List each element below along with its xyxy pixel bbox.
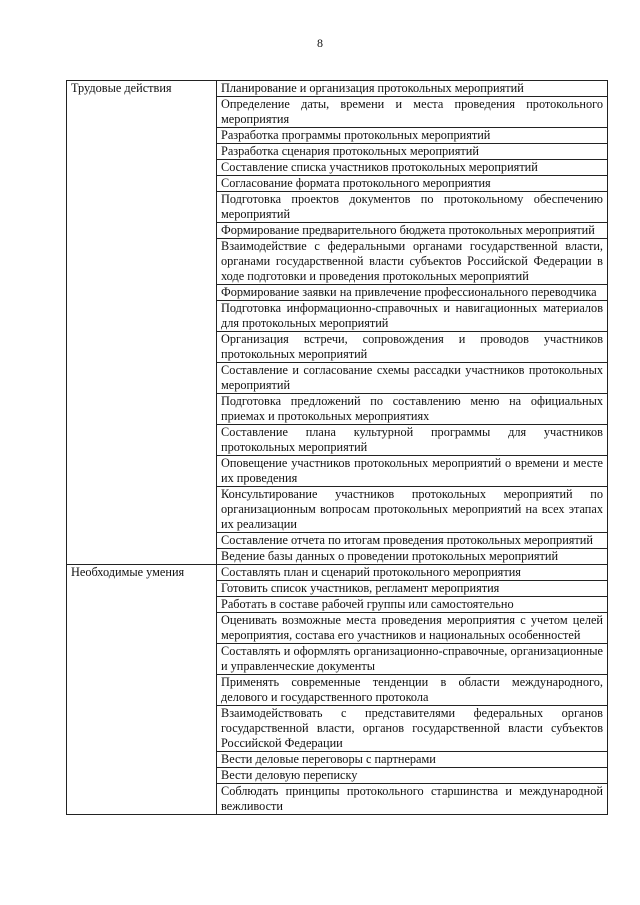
section-item: Взаимодействие с федеральными органами государственной власти, органами государственной власти субъектов Российской Федерации в ходе подготовки и проведения протокольных мероприятий: [217, 239, 608, 285]
section-item: Составлять план и сценарий протокольного мероприятия: [217, 565, 608, 581]
section-item: Составлять и оформлять организационно-справочные, организационные и управленческие документы: [217, 644, 608, 675]
section-item: Подготовка предложений по составлению меню на официальных приемах и протокольных мероприятиях: [217, 394, 608, 425]
table-row: [67, 81, 608, 97]
section-label: Трудовые действия: [67, 81, 217, 565]
section-item: Составление списка участников протокольных мероприятий: [217, 160, 608, 176]
section-item: Формирование заявки на привлечение профессионального переводчика: [217, 285, 608, 301]
section-item: Составление плана культурной программы для участников протокольных мероприятий: [217, 425, 608, 456]
section-item: Взаимодействовать с представителями федеральных органов государственной власти, органов государственной власти субъектов Российской Федерации: [217, 706, 608, 752]
page-number: 8: [317, 36, 323, 50]
section-item: Оповещение участников протокольных мероприятий о времени и месте их проведения: [217, 456, 608, 487]
section-item: Формирование предварительного бюджета протокольных мероприятий: [217, 223, 608, 239]
section-item: Составление отчета по итогам проведения протокольных мероприятий: [217, 533, 608, 549]
section-item: Разработка программы протокольных мероприятий: [217, 128, 608, 144]
section-item: Организация встречи, сопровождения и проводов участников протокольных мероприятий: [217, 332, 608, 363]
table-row: [67, 565, 608, 581]
section-item: Консультирование участников протокольных мероприятий по организационным вопросам протокольных мероприятий на всех этапах их реализации: [217, 487, 608, 533]
section-item: Ведение базы данных о проведении протокольных мероприятий: [217, 549, 608, 565]
section-item: Применять современные тенденции в области международного, делового и государственного протокола: [217, 675, 608, 706]
section-item: Готовить список участников, регламент мероприятия: [217, 581, 608, 597]
section-label: Необходимые умения: [67, 565, 217, 815]
section-item: Вести деловые переговоры с партнерами: [217, 752, 608, 768]
section-item: Подготовка информационно-справочных и навигационных материалов для протокольных мероприятий: [217, 301, 608, 332]
section-item: Вести деловую переписку: [217, 768, 608, 784]
requirements-table: [66, 80, 608, 815]
table-body: [67, 81, 608, 815]
section-item: Оценивать возможные места проведения мероприятия с учетом целей мероприятия, состава его участников и национальных особенностей: [217, 613, 608, 644]
section-item: Согласование формата протокольного мероприятия: [217, 176, 608, 192]
section-item: Составление и согласование схемы рассадки участников протокольных мероприятий: [217, 363, 608, 394]
section-item: Соблюдать принципы протокольного старшинства и международной вежливости: [217, 784, 608, 815]
section-item: Подготовка проектов документов по протокольному обеспечению мероприятий: [217, 192, 608, 223]
section-item: Определение даты, времени и места проведения протокольного мероприятия: [217, 97, 608, 128]
section-item: Работать в составе рабочей группы или самостоятельно: [217, 597, 608, 613]
section-item: Разработка сценария протокольных мероприятий: [217, 144, 608, 160]
section-item: Планирование и организация протокольных мероприятий: [217, 81, 608, 97]
